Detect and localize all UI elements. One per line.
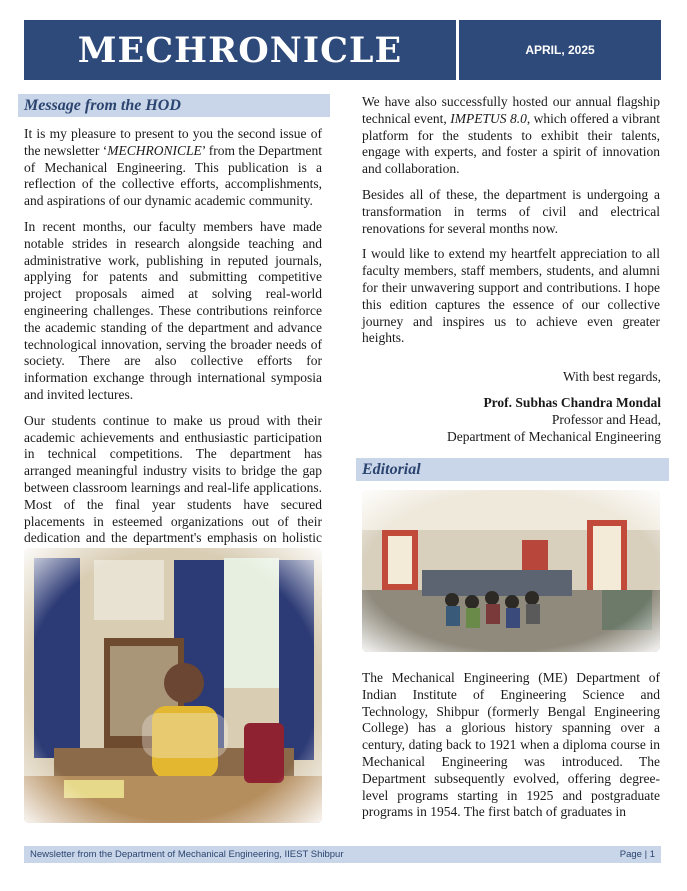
page-number: Page | 1: [619, 849, 655, 860]
hod-p1-text-a: It is my pleasure to present to you the second issue of the newsletter ‘: [24, 126, 322, 158]
hod-paragraph-6: I would like to extend my heartfelt appreciation to all faculty members, staff members, students, and alumni for their unwavering support and contributions. I hope this edition captures the essence of our collective journey and inspires us to achieve even greater heights.: [362, 246, 660, 346]
closing-line: With best regards,: [562, 369, 661, 384]
hod-p4-text-b: , which offered a vibrant platform for the students to exhibit their talents, engage with experts, and foster a spirit of innovation and collaboration.: [362, 110, 660, 177]
editorial-section-heading: Editorial: [356, 458, 669, 481]
hod-paragraph-2: In recent months, our faculty members have made notable strides in research alongside teaching and administrative work, publishing in reputed journals, applying for patents and submitting competitive project proposals aimed at solving real-world engineering challenges. These contributions reinforce the academic standing of the department and advance technological innovation, serving the broader needs of society. There are also collective efforts for information exchange through international symposia and invited lectures.: [24, 218, 322, 402]
hod-p4-text-a: We have also successfully hosted our annual flagship technical event,: [362, 94, 660, 126]
hod-message-left-column: [24, 126, 322, 573]
hod-message-right-column: [362, 94, 660, 356]
hod-paragraph-1: [24, 126, 322, 210]
hod-section-heading: Message from the HOD: [18, 94, 330, 117]
hod-name: Prof. Subhas Chandra Mondal: [483, 395, 661, 410]
hod-photo-illustration: [24, 548, 322, 823]
hod-p4-event-name: IMPETUS 8.0: [450, 110, 527, 126]
lab-photo-illustration: [362, 490, 660, 652]
hod-p1-newsletter-name: MECHRONICLE: [107, 142, 202, 158]
hod-paragraph-5: Besides all of these, the department is undergoing a transformation in terms of civil and electrical renovations for several months now.: [362, 186, 660, 236]
masthead: [24, 20, 661, 80]
hod-department: Department of Mechanical Engineering: [446, 429, 661, 444]
page-footer: [24, 846, 661, 863]
footer-newsletter-label: Newsletter from the Department of Mechanical Engineering, IIEST Shibpur: [30, 849, 344, 860]
newsletter-title: MECHRONICLE: [24, 20, 459, 80]
hod-photo: [24, 548, 322, 823]
editorial-paragraph-1: The Mechanical Engineering (ME) Department of Indian Institute of Engineering Science and Technology, Shibpur (formerly Bengal Engineering College) has a glorious history spanning over a century, dating back to 1921 when a diploma course in Mechanical Engineering was introduced. The Department subsequently evolved, offering degree-level programs starting in 1925 and postgraduate programs in 1954. The first batch of graduates in: [362, 670, 660, 820]
hod-signature-block: [447, 368, 661, 445]
editorial-lab-photo: [362, 490, 660, 652]
hod-paragraph-3: Our students continue to make us proud with their academic achievements and enthusiastic participation in technical competitions. The department has arranged meaningful industry visits to bridge the gap between classroom learnings and real-life applications. Most of the final year students have secured placements in esteemed organizations out of their dedication and the department's emphasis on holistic: [24, 412, 322, 546]
hod-p1-text-b: ’ from the Department of Mechanical Engineering. This publication is a reflection of the collective efforts, accomplishments, and aspirations of our dynamic academic community.: [24, 142, 322, 209]
hod-role: Professor and Head,: [551, 412, 661, 427]
hod-paragraph-4: [362, 94, 660, 178]
issue-date: APRIL, 2025: [525, 43, 595, 57]
editorial-text-column: [362, 670, 660, 830]
